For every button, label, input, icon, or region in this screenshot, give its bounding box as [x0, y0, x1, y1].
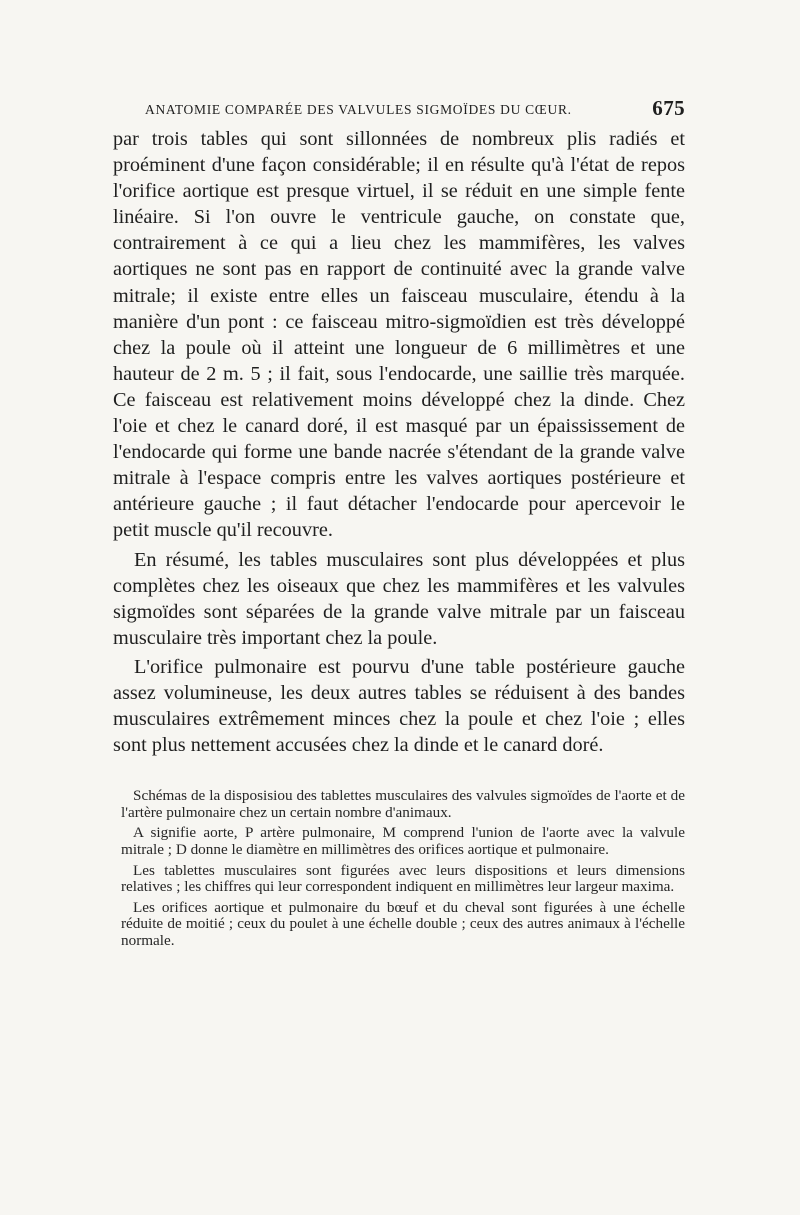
- note-item: A signifie aorte, P artère pulmonaire, M comprend l'union de l'aorte avec la valvule mitrale ; D donne le diamètre en millimètres des orifices aortique et pulmonaire.: [121, 824, 685, 859]
- running-head-title: ANATOMIE COMPARÉE DES VALVULES SIGMOÏDES DU CŒUR.: [145, 102, 572, 117]
- paragraph-orifice-pulmonaire: L'orifice pulmonaire est pourvu d'une table postérieure gauche assez volumineuse, les deux autres tables se réduisent à des bandes musculaires extrêmement minces chez la poule et chez l'oie ; elles sont plus nettement accusées chez la dinde et le canard doré.: [113, 655, 685, 757]
- running-head: [113, 96, 685, 126]
- paragraph-resume: En résumé, les tables musculaires sont plus développées et plus complètes chez les oiseaux que chez les mammifères et les valvules sigmoïdes sont séparées de la grande valve mitrale par un faisceau musculaire très important chez la poule.: [113, 548, 685, 649]
- body-text: [113, 126, 685, 758]
- book-page: [113, 96, 685, 954]
- note-item: Schémas de la disposisiou des tablettes musculaires des valvules sigmoïdes de l'aorte et de l'artère pulmonaire chez un certain nombre d'animaux.: [121, 787, 685, 821]
- note-item: Les tablettes musculaires sont figurées avec leurs dispositions et leurs dimensions relatives ; les chiffres qui leur correspondent indiquent en millimètres leur largeur maxima.: [121, 861, 685, 896]
- note-item: Les orifices aortique et pulmonaire du bœuf et du cheval sont figurées à une échelle réduite de moitié ; ceux du poulet à une échelle double ; ceux des autres animaux à l'échelle normale.: [121, 898, 685, 949]
- paragraph-continued: par trois tables qui sont sillonnées de nombreux plis radiés et proéminent d'une façon considérable; il en résulte qu'à l'état de repos l'orifice aortique est presque virtuel, il se réduit en une simple fente linéaire. Si l'on ouvre le ventricule gauche, on constate que, contrairement à ce qui a lieu chez les mammifères, les valves aortiques ne sont pas en rapport de continuité avec la grande valve mitrale; il existe entre elles un faisceau musculaire, étendu à la manière d'un pont : ce faisceau mitro-sigmoïdien est très développé chez la poule où il atteint une longueur de 6 millimètres et une hauteur de 2 m. 5 ; il fait, sous l'endocarde, une saillie très marquée. Ce faisceau est relativement moins développé chez la dinde. Chez l'oie et chez le canard doré, il est masqué par un épaississement de l'endocarde qui forme une bande nacrée s'étendant de la grande valve mitrale à l'espace compris entre les valves aortiques postérieure et antérieure gauche ; il faut détacher l'endocarde pour apercevoir le petit muscle qu'il recouvre.: [113, 128, 685, 542]
- figure-notes: [113, 788, 685, 949]
- page-number: 675: [652, 96, 685, 120]
